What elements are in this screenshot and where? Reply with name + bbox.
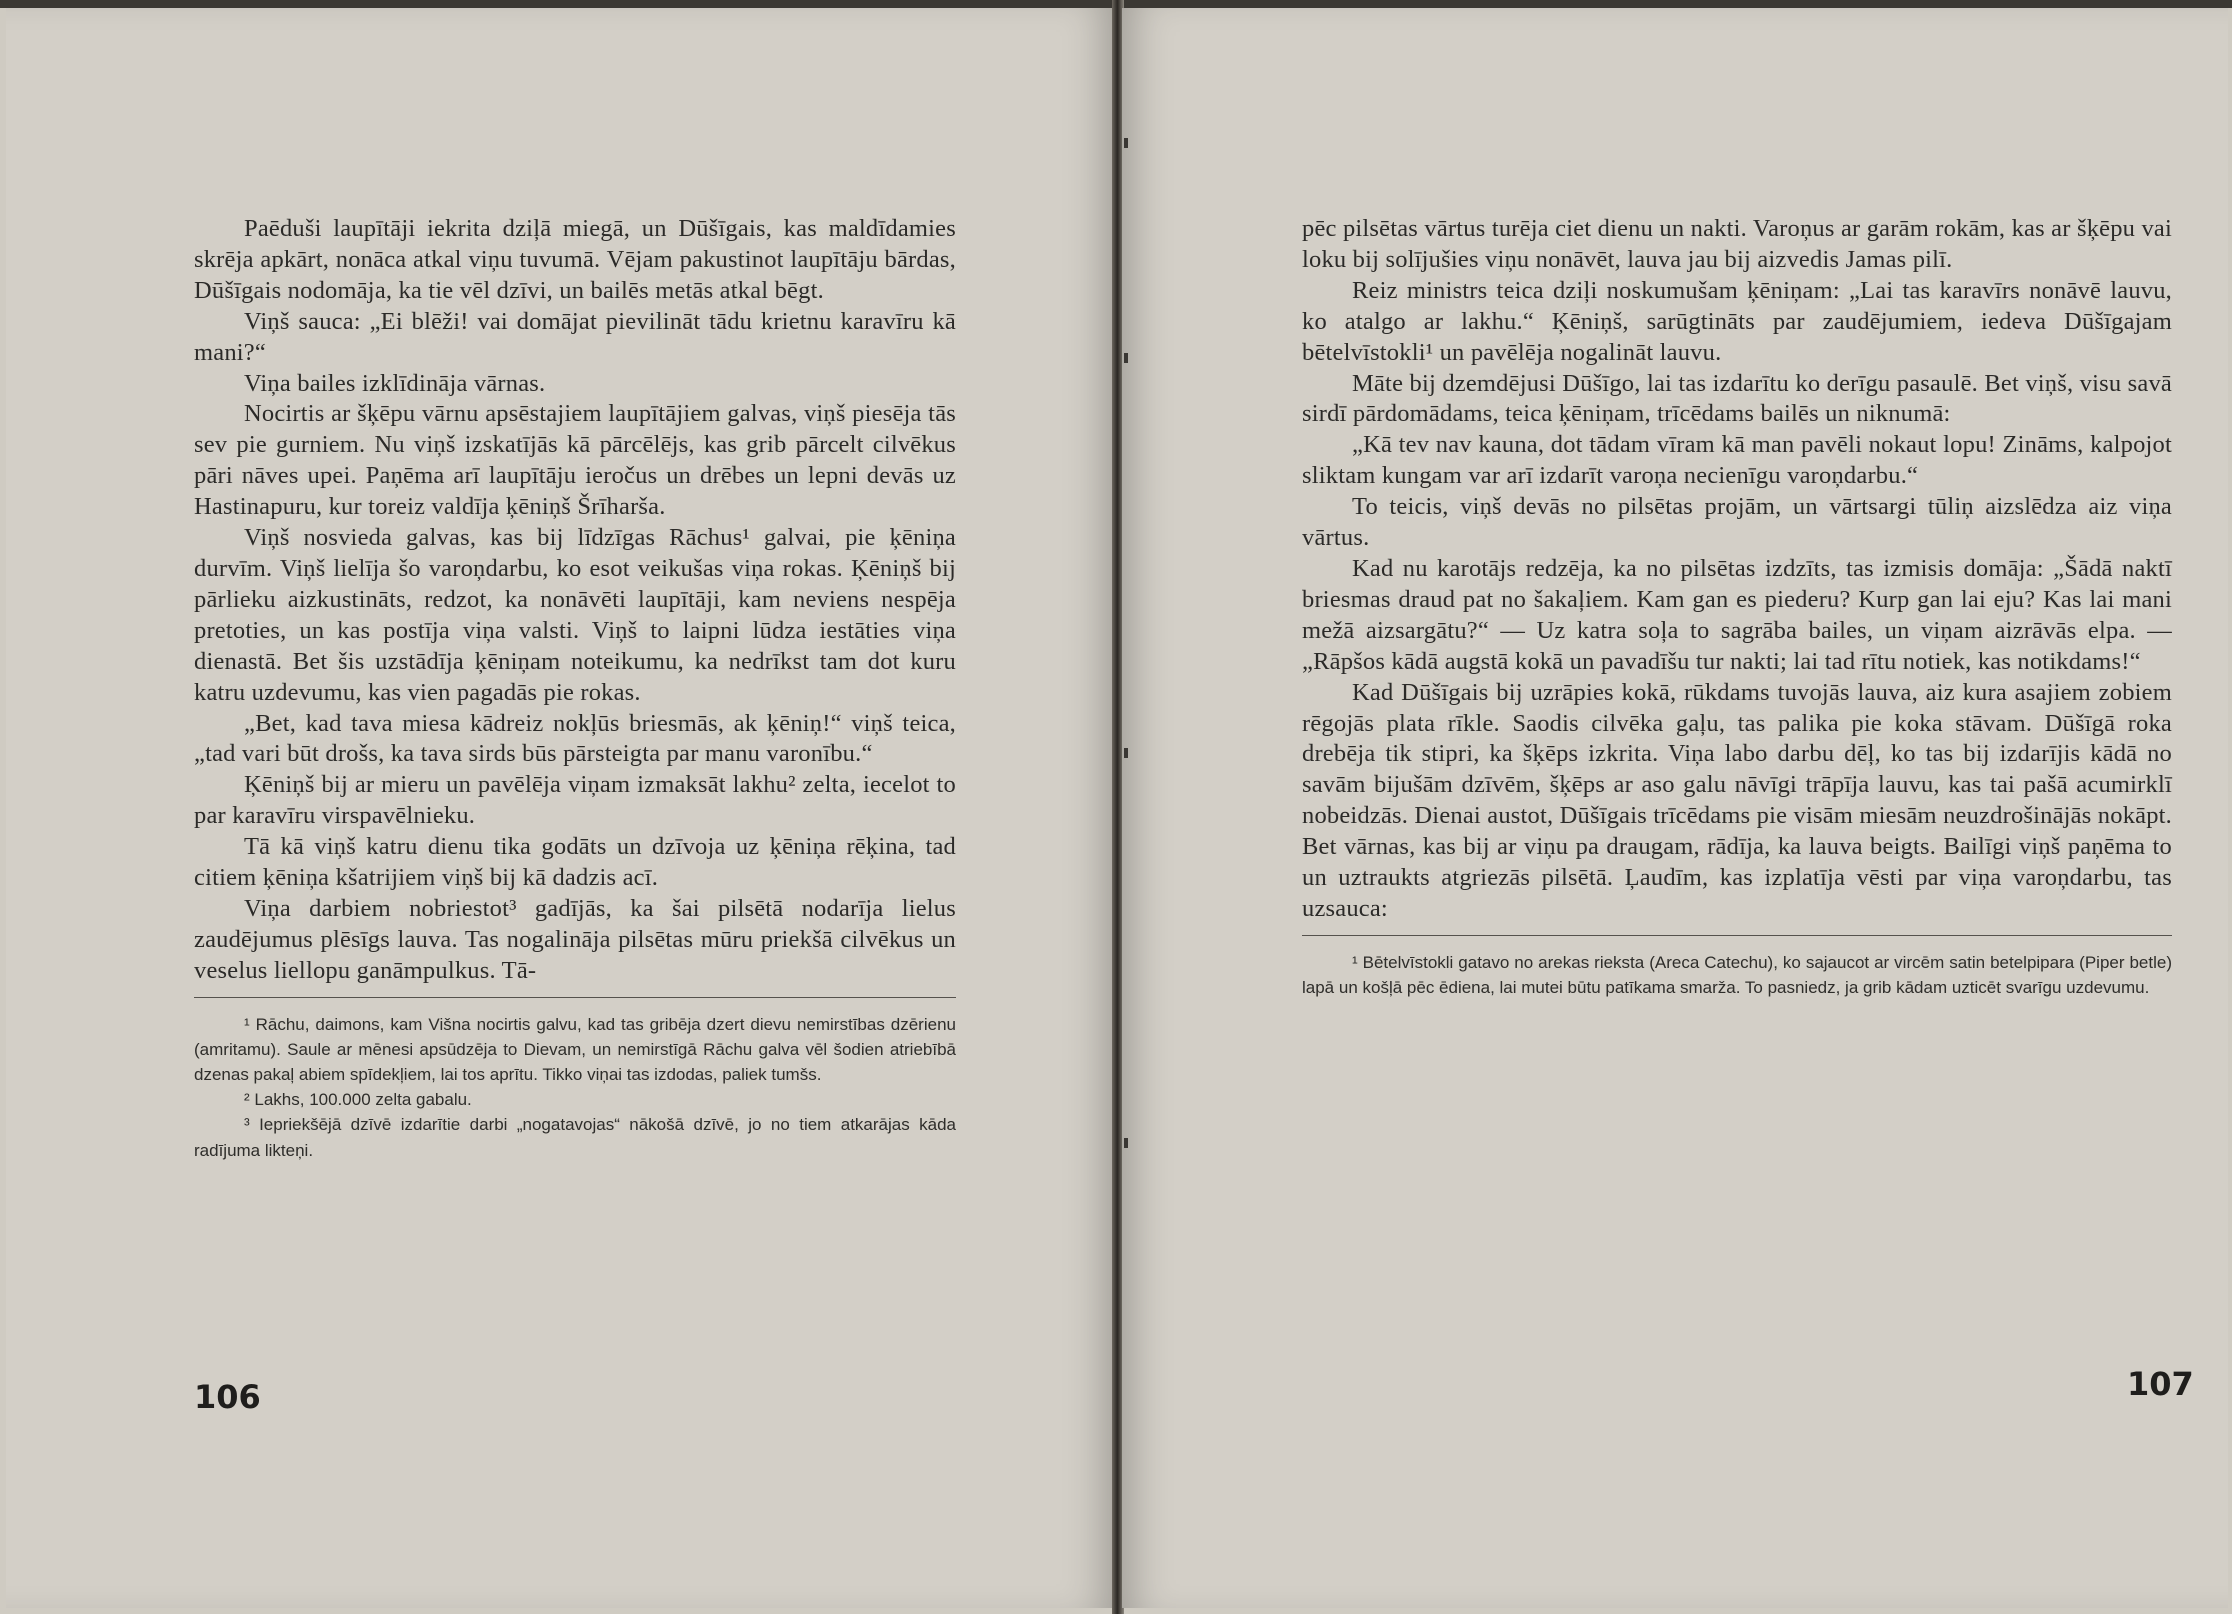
left-text-column (194, 214, 956, 1163)
paragraph: To teicis, viņš devās no pilsētas projām, un vārtsargi tūliņ aizslēdza aiz viņa vārtus. (1302, 493, 2172, 552)
binding-mark (1124, 748, 1128, 758)
paragraph: Viņš sauca: „Ei blēži! vai domājat pievilināt tādu krietnu karavīru kā mani?“ (194, 307, 956, 366)
footnote-divider (194, 997, 956, 998)
paragraph: pēc pilsētas vārtus turēja ciet dienu un nakti. Varoņus ar garām rokām, kas ar šķēpu vai loku bij solījušies viņu nonāvēt, lauva jau bij aizvedis Jamas pilī. (1302, 215, 2172, 273)
paragraph: „Kā tev nav kauna, dot tādam vīram kā man pavēli nokaut lopu! Zināms, kalpojot sliktam kungam var arī izdarīt varoņa necienīgu varoņdarbu.“ (1302, 431, 2172, 490)
paragraph: Ķēniņš bij ar mieru un pavēlēja viņam izmaksāt lakhu² zelta, iecelot to par karavīru virspavēlnieku. (194, 771, 956, 830)
binding-mark (1124, 1138, 1128, 1148)
paragraph: Reiz ministrs teica dziļi noskumušam ķēniņam: „Lai tas karavīrs nonāvē lauvu, ko atalgo ar lakhu.“ Ķēniņš, sarūgtināts par zaudējumiem, iedeva Dūšīgajam bētelvīstokli¹ un pavēlēja nogalināt lauvu. (1302, 276, 2172, 366)
paragraph: Nocirtis ar šķēpu vārnu apsēstajiem laupītājiem galvas, viņš piesēja tās sev pie gurniem. Nu viņš izskatījās kā pārcēlējs, kas grib pārcelt cilvēkus pāri nāves upei. Paņēma arī laupītāju ieročus un drēbes un lepni devās uz Hastinapuru, kur toreiz valdīja ķēniņš Šrīharša. (194, 400, 956, 521)
binding-mark (1124, 353, 1128, 363)
footnote: ¹ Rāchu, daimons, kam Višna nocirtis galvu, kad tas gribēja dzert dievu nemirstības dzērienu (amritamu). Saule ar mēnesi apsūdzēja to Dievam, un nemirstīgā Rāchu galva vēl šodien atriebībā dzenas pakaļ abiem spīdekļiem, lai tos aprītu. Tikko viņai tas izdodas, paliek tumšs. (194, 1014, 956, 1085)
paragraph: Viņš nosvieda galvas, kas bij līdzīgas Rāchus¹ galvai, pie ķēniņa durvīm. Viņš lielīja šo varoņdarbu, ko esot veikušas viņa rokas. Ķēniņš bij pārlieku aizkustināts, redzot, ka nonāvēti laupītāji, kam neviens nespēja pretoties, un kas postīja viņa valsti. Viņš to laipni lūdza iestāties viņa dienastā. Bet šis uzstādīja ķēniņam noteikumu, ka nedrīkst tam dot kuru katru uzdevumu, kas vien pagadās pie rokas. (194, 524, 956, 706)
paragraph: Kad Dūšīgais bij uzrāpies kokā, rūkdams tuvojās lauva, aiz kura asajiem zobiem rēgojās plata rīkle. Saodis cilvēka gaļu, tas palika pie koka stāvam. Dūšīgā roka drebēja tik stipri, ka šķēps izkrita. Viņa labo darbu dēļ, ko tas bij izdarījis kādā no savām bijušām dzīvēm, šķēps ar aso galu nāvīgi trāpīja lauvu, kas tai pašā acumirklī nobeidzās. Dienai austot, Dūšīgais trīcēdams pie visām miesām neuzdrošinājās nokāpt. Bet vārnas, kas bij ar viņu pa draugam, rādīja, ka lauva beigts. Bailīgi viņš paņēma to un uztraukts atgriezās pilsētā. Ļaudīm, kas izplatīja vēsti par viņa varoņdarbu, tas uzsauca: (1302, 678, 2173, 922)
right-text-column (1302, 214, 2172, 1000)
footnote-divider (1302, 935, 2172, 936)
paragraph: Viņa bailes izklīdināja vārnas. (244, 369, 546, 397)
right-page (1122, 8, 2228, 1608)
footnote: ³ Iepriekšējā dzīvē izdarītie darbi „nogatavojas“ nākošā dzīvē, jo no tiem atkarājas kāda radījuma likteņi. (194, 1115, 956, 1160)
left-page (6, 8, 1114, 1608)
paragraph: Viņa darbiem nobriestot³ gadījās, ka šai pilsētā nodarīja lielus zaudējumus plēsīgs lauva. Tas nogalināja pilsētas mūru priekšā cilvēkus un veselus liellopu ganāmpulkus. Tā- (194, 894, 956, 984)
footnote: ¹ Bētelvīstokli gatavo no arekas rieksta (Areca Catechu), ko sajaucot ar vircēm satin betelpipara (Piper betle) lapā un košļā pēc ēdiena, lai mutei būtu patīkama smarža. To pasniedz, ja grib kādam uzticēt svarīgu uzdevumu. (1302, 952, 2172, 998)
paragraph: Tā kā viņš katru dienu tika godāts un dzīvoja uz ķēniņa rēķina, tad citiem ķēniņa kšatrijiem viņš bij kā dadzis acī. (194, 833, 956, 892)
page-number: 106 (194, 1378, 261, 1416)
paragraph: Paēduši laupītāji iekrita dziļā miegā, un Dūšīgais, kas maldīdamies skrēja apkārt, nonāca atkal viņu tuvumā. Vējam pakustinot laupītāju bārdas, Dūšīgais nodomāja, ka tie vēl dzīvi, un bailēs metās atkal bēgt. (194, 215, 956, 304)
paragraph: Kad nu karotājs redzēja, ka no pilsētas izdzīts, tas izmisis domāja: „Šādā naktī briesmas draud pat no šakaļiem. Kam gan es piederu? Kurp gan lai eju? Kas lai mani mežā aizsargātu?“ — Uz katra soļa to sagrāba bailes, un viņam aizrāvās elpa. — „Rāpšos kādā augstā kokā un pavadīšu tur nakti; lai tad rītu notiek, kas notikdams!“ (1302, 554, 2172, 675)
binding-mark (1124, 138, 1128, 148)
paragraph: Māte bij dzemdējusi Dūšīgo, lai tas izdarītu ko derīgu pasaulē. Bet viņš, visu savā sirdī pārdomādams, teica ķēniņam, trīcēdams bailēs un niknumā: (1302, 369, 2172, 428)
paragraph: „Bet, kad tava miesa kādreiz nokļūs briesmās, ak ķēniņ!“ viņš teica, „tad vari būt drošs, ka tava sirds būs pārsteigta par manu varonību.“ (194, 709, 956, 768)
footnote: ² Lakhs, 100.000 zelta gabalu. (244, 1090, 472, 1110)
page-number: 107 (2127, 1365, 2194, 1403)
